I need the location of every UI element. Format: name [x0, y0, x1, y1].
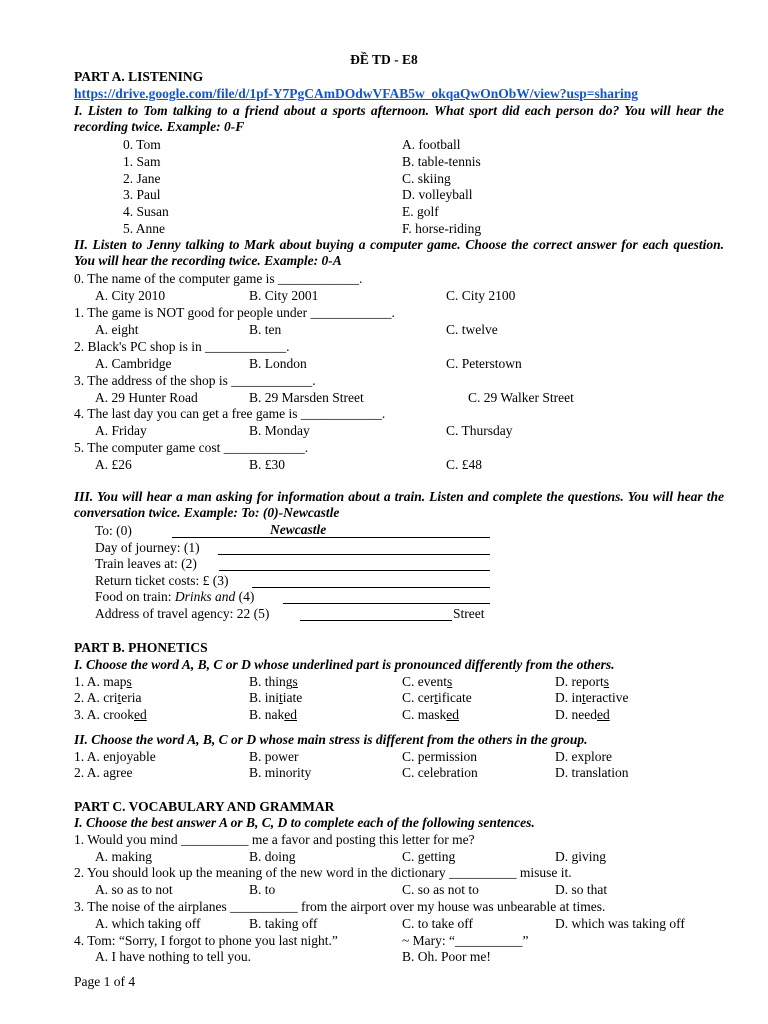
answer-blank[interactable] — [219, 556, 490, 571]
word-option[interactable]: D. explore — [555, 749, 612, 764]
option[interactable]: C. 29 Walker Street — [468, 390, 574, 405]
word-option[interactable] — [249, 690, 302, 706]
option[interactable]: A. £26 — [95, 457, 132, 472]
word-option[interactable] — [74, 674, 132, 690]
word-part: D. need — [555, 707, 597, 722]
option[interactable]: B. ten — [249, 322, 282, 337]
form-label-text: Day of journey: (1) — [95, 540, 200, 555]
form-label-text: Return ticket costs: £ (3) — [95, 573, 229, 588]
word-part: 2. A. cri — [74, 690, 118, 705]
option[interactable]: B. Oh. Poor me! — [402, 949, 491, 964]
part-b-title: PART B. PHONETICS — [74, 640, 208, 655]
sport-option: F. horse-riding — [402, 221, 482, 236]
form-label — [95, 540, 200, 556]
answer-blank[interactable] — [283, 589, 490, 604]
part-b-s1-instruction: I. Choose the word A, B, C or D whose underlined part is pronounced differently from the others. — [74, 657, 615, 672]
underlined-part: ed — [284, 707, 297, 722]
question-text: 2. You should look up the meaning of the new word in the dictionary __________ misuse it. — [74, 865, 572, 880]
option[interactable]: A. eight — [95, 322, 139, 337]
form-label — [95, 589, 254, 605]
option[interactable]: D. which was taking off — [555, 916, 685, 931]
word-option[interactable] — [74, 707, 147, 723]
underlined-part: t — [434, 690, 438, 705]
part-c-instruction: I. Choose the best answer A or B, C, D to complete each of the following sentences. — [74, 815, 535, 830]
person-item: 3. Paul — [123, 187, 161, 202]
option[interactable]: C. Peterstown — [446, 356, 522, 371]
option[interactable]: A. Cambridge — [95, 356, 172, 371]
word-part: iate — [282, 690, 303, 705]
option[interactable]: C. Thursday — [446, 423, 513, 438]
part-a-title: PART A. LISTENING — [74, 69, 204, 84]
question-text: 2. Black's PC shop is in ____________. — [74, 339, 290, 354]
word-part: C. cer — [402, 690, 435, 705]
underlined-part: ed — [134, 707, 147, 722]
word-part: B. nak — [249, 707, 285, 722]
option[interactable]: A. which taking off — [95, 916, 201, 931]
word-part: ificate — [438, 690, 472, 705]
underlined-part: s — [603, 674, 609, 689]
word-option[interactable]: C. permission — [402, 749, 478, 764]
word-option[interactable]: C. celebration — [402, 765, 478, 780]
question-text: 3. The noise of the airplanes __________ from the airport over my house was unbearable at times. — [74, 899, 606, 914]
word-option[interactable]: 2. A. agree — [74, 765, 133, 780]
word-part: B. ini — [249, 690, 280, 705]
question-text: 5. The computer game cost ____________. — [74, 440, 309, 455]
recording-link[interactable]: https://drive.google.com/file/d/1pf-Y7PgCAmDOdwVFAB5w_okqaQwOnObW/view?usp=sharing — [74, 86, 638, 101]
word-part: 3. A. crook — [74, 707, 134, 722]
answer-blank[interactable] — [300, 606, 452, 621]
word-part: eractive — [585, 690, 629, 705]
part-a-s1-instruction: I. Listen to Tom talking to a friend about a sports afternoon. What sport did each person do? You will hear the recording twice. Example: 0-F — [74, 103, 724, 134]
underlined-part: t — [582, 690, 586, 705]
option[interactable]: D. giving — [555, 849, 607, 864]
part-a-s2-instruction: II. Listen to Jenny talking to Mark about buying a computer game. Choose the correct answer for each question. You will hear the recording twice. Example: 0-A — [74, 237, 724, 268]
question-text: 3. The address of the shop is ____________. — [74, 373, 316, 388]
sport-option: B. table-tennis — [402, 154, 481, 169]
word-part: eria — [121, 690, 142, 705]
answer-blank[interactable] — [252, 573, 490, 588]
person-item: 5. Anne — [123, 221, 165, 236]
person-item: 4. Susan — [123, 204, 169, 219]
form-label-text: To: (0) — [95, 523, 132, 538]
exam-title: ĐỀ TD - E8 — [350, 52, 418, 67]
sport-option: D. volleyball — [402, 187, 473, 202]
option[interactable]: C. to take off — [402, 916, 473, 931]
word-option[interactable] — [555, 707, 610, 723]
option[interactable]: B. City 2001 — [249, 288, 319, 303]
option[interactable]: B. 29 Marsden Street — [249, 390, 364, 405]
word-option[interactable] — [74, 690, 142, 706]
word-part: 1. A. map — [74, 674, 127, 689]
word-option[interactable]: B. minority — [249, 765, 312, 780]
word-part: D. report — [555, 674, 604, 689]
word-option[interactable] — [402, 707, 459, 723]
question-text: 1. Would you mind __________ me a favor and posting this letter for me? — [74, 832, 475, 847]
underlined-part: s — [447, 674, 453, 689]
word-part: D. in — [555, 690, 582, 705]
word-option[interactable] — [555, 690, 628, 706]
option[interactable]: B. London — [249, 356, 307, 371]
answer-blank[interactable] — [218, 540, 490, 555]
option[interactable]: A. so as to not — [95, 882, 173, 897]
underlined-part: s — [126, 674, 132, 689]
word-option[interactable] — [402, 690, 472, 706]
option[interactable]: A. City 2010 — [95, 288, 166, 303]
page-footer: Page 1 of 4 — [74, 974, 136, 989]
question-text: 4. Tom: “Sorry, I forgot to phone you last night.” — [74, 933, 338, 948]
question-reply: ~ Mary: “__________” — [402, 933, 529, 948]
sport-option: A. football — [402, 137, 461, 152]
word-option[interactable] — [402, 674, 452, 690]
answer-blank[interactable] — [172, 523, 490, 538]
word-option[interactable]: B. power — [249, 749, 299, 764]
form-label-text: Food on train: — [95, 589, 175, 604]
form-label-text: Address of travel agency: 22 (5) — [95, 606, 270, 621]
person-item: 0. Tom — [123, 137, 161, 152]
form-suffix: Street — [453, 606, 485, 621]
form-label — [95, 523, 132, 539]
underlined-part: ed — [596, 707, 610, 722]
word-part: C. event — [402, 674, 447, 689]
question-text: 0. The name of the computer game is ____________. — [74, 271, 363, 286]
sport-option: C. skiing — [402, 171, 451, 186]
part-b-s2-instruction: II. Choose the word A, B, C or D whose main stress is different from the others in the group. — [74, 732, 588, 747]
underlined-part: s — [292, 674, 298, 689]
question-text: 1. The game is NOT good for people under ____________. — [74, 305, 395, 320]
underlined-part: ed — [446, 707, 460, 722]
form-label — [95, 573, 228, 589]
option[interactable]: A. making — [95, 849, 152, 864]
example-answer: Newcastle — [270, 522, 327, 537]
word-part: C. mask — [402, 707, 447, 722]
option[interactable]: C. £48 — [446, 457, 483, 472]
option[interactable]: D. so that — [555, 882, 608, 897]
option[interactable]: A. I have nothing to tell you. — [95, 949, 251, 964]
option[interactable]: B. £30 — [249, 457, 286, 472]
word-part: B. thing — [249, 674, 293, 689]
option[interactable]: A. Friday — [95, 423, 147, 438]
option[interactable]: A. 29 Hunter Road — [95, 390, 198, 405]
form-label-text: (4) — [235, 589, 255, 604]
word-option[interactable] — [249, 674, 298, 690]
word-option[interactable] — [555, 674, 609, 690]
option[interactable]: C. twelve — [446, 322, 498, 337]
underlined-part: t — [117, 690, 122, 705]
option[interactable]: C. getting — [402, 849, 456, 864]
part-a-s3-instruction: III. You will hear a man asking for information about a train. Listen and complete the questions. You will hear the conversation twice. Example: To: (0)-Newcastle — [74, 489, 724, 520]
form-label-italic: Drinks and — [174, 589, 236, 604]
option[interactable]: C. City 2100 — [446, 288, 516, 303]
option[interactable]: B. taking off — [249, 916, 318, 931]
person-item: 1. Sam — [123, 154, 161, 169]
form-label — [95, 556, 197, 572]
form-label-text: Train leaves at: (2) — [95, 556, 197, 571]
form-label — [95, 606, 269, 622]
option[interactable]: B. to — [249, 882, 276, 897]
sport-option: E. golf — [402, 204, 439, 219]
person-item: 2. Jane — [123, 171, 161, 186]
question-text: 4. The last day you can get a free game is ____________. — [74, 406, 386, 421]
word-option[interactable]: 1. A. enjoyable — [74, 749, 156, 764]
option[interactable]: B. Monday — [249, 423, 310, 438]
option[interactable]: C. so as not to — [402, 882, 479, 897]
part-c-title: PART C. VOCABULARY AND GRAMMAR — [74, 799, 335, 814]
underlined-part: t — [279, 690, 283, 705]
option[interactable]: B. doing — [249, 849, 296, 864]
word-option[interactable] — [249, 707, 297, 723]
word-option[interactable]: D. translation — [555, 765, 629, 780]
